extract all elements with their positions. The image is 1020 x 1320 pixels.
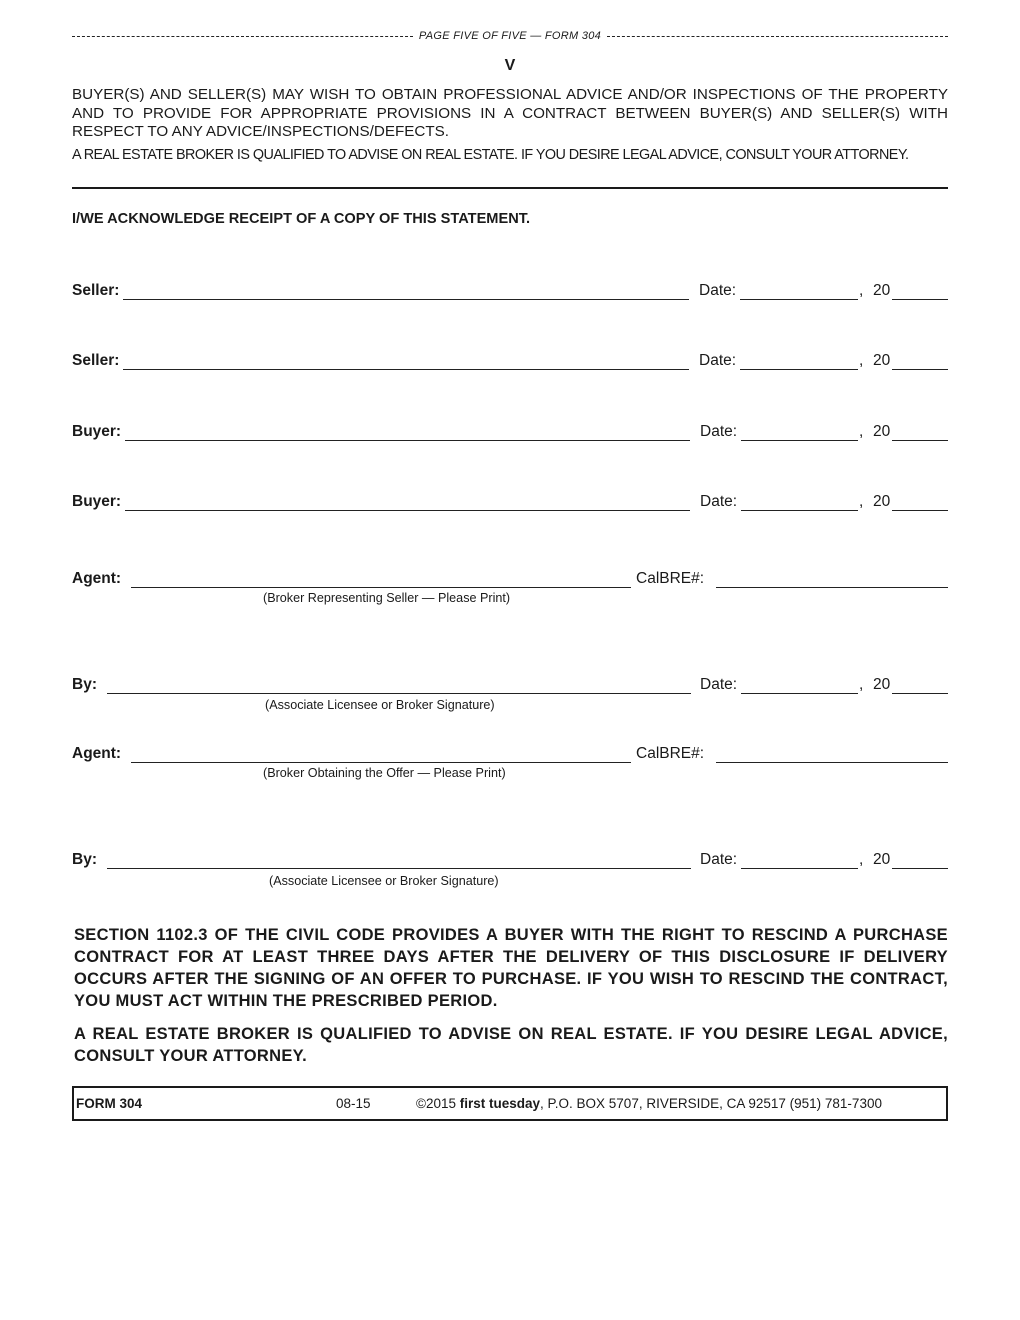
calbre-field[interactable] bbox=[716, 587, 948, 588]
footer-address: , P.O. BOX 5707, RIVERSIDE, CA 92517 (951) 781-7300 bbox=[540, 1096, 882, 1111]
calbre-label: CalBRE#: bbox=[636, 745, 705, 762]
year-field[interactable] bbox=[892, 868, 948, 869]
acknowledgement: I/WE ACKNOWLEDGE RECEIPT OF A COPY OF THIS STATEMENT. bbox=[72, 211, 531, 227]
agent-label: Agent: bbox=[72, 570, 122, 587]
running-title: PAGE FIVE OF FIVE — FORM 304 bbox=[418, 30, 602, 42]
date-field[interactable] bbox=[741, 868, 858, 869]
caption-associate-1: (Associate Licensee or Broker Signature) bbox=[265, 698, 495, 712]
year-prefix: 20 bbox=[873, 676, 891, 693]
year-field[interactable] bbox=[892, 299, 948, 300]
year-field[interactable] bbox=[892, 369, 948, 370]
seller-signature-field[interactable] bbox=[123, 369, 689, 370]
header-dash-right bbox=[607, 36, 948, 37]
buyer-signature-field[interactable] bbox=[125, 440, 690, 441]
broker-paragraph: A REAL ESTATE BROKER IS QUALIFIED TO ADVISE ON REAL ESTATE. IF YOU DESIRE LEGAL ADVICE, CONSULT YOUR ATTORNEY. bbox=[72, 147, 909, 163]
associate-signature-field[interactable] bbox=[107, 693, 691, 694]
year-field[interactable] bbox=[892, 510, 948, 511]
buyer-label: Buyer: bbox=[72, 493, 122, 510]
seller-label: Seller: bbox=[72, 352, 120, 369]
by-label: By: bbox=[72, 851, 97, 868]
seller-label: Seller: bbox=[72, 282, 120, 299]
buyer-row-2 bbox=[72, 491, 948, 513]
seller-signature-field[interactable] bbox=[123, 299, 689, 300]
year-field[interactable] bbox=[892, 440, 948, 441]
footer-company: first tuesday bbox=[459, 1096, 541, 1111]
year-field[interactable] bbox=[892, 693, 948, 694]
date-comma: , bbox=[859, 282, 864, 299]
date-field[interactable] bbox=[741, 510, 858, 511]
date-comma: , bbox=[859, 423, 864, 440]
date-comma: , bbox=[859, 352, 864, 369]
caption-associate-2: (Associate Licensee or Broker Signature) bbox=[269, 874, 499, 888]
agent-name-field[interactable] bbox=[131, 587, 631, 588]
year-prefix: 20 bbox=[873, 493, 891, 510]
footer-copyright-prefix: ©2015 bbox=[416, 1096, 460, 1111]
footer-form-number: FORM 304 bbox=[76, 1096, 143, 1111]
year-prefix: 20 bbox=[873, 423, 891, 440]
caption-broker-seller: (Broker Representing Seller — Please Print) bbox=[263, 591, 511, 605]
agent-label: Agent: bbox=[72, 745, 122, 762]
calbre-field[interactable] bbox=[716, 762, 948, 763]
seller-row-1 bbox=[72, 280, 948, 302]
rescind-notice: SECTION 1102.3 OF THE CIVIL CODE PROVIDES A BUYER WITH THE RIGHT TO RESCIND A PURCHASE CONTRACT FOR AT LEAST THREE DAYS AFTER THE DELIVERY OF THIS DISCLOSURE IF DELIVERY OCCURS AFTER THE SIGNING OF AN OFFER TO PURCHASE. IF YOU WISH TO RESCIND THE CONTRACT, YOU MUST ACT WITHIN THE PRESCRIBED PERIOD. bbox=[74, 926, 948, 1010]
by-label: By: bbox=[72, 676, 97, 693]
calbre-label: CalBRE#: bbox=[636, 570, 705, 587]
date-field[interactable] bbox=[740, 369, 858, 370]
date-field[interactable] bbox=[741, 693, 858, 694]
broker-notice: A REAL ESTATE BROKER IS QUALIFIED TO ADVISE ON REAL ESTATE. IF YOU DESIRE LEGAL ADVICE, CONSULT YOUR ATTORNEY. bbox=[74, 1025, 948, 1065]
seller-row-2 bbox=[72, 350, 948, 372]
running-header bbox=[72, 28, 948, 44]
form-footer bbox=[72, 1086, 948, 1121]
section-letter: V bbox=[504, 57, 516, 74]
date-comma: , bbox=[859, 851, 864, 868]
buyer-signature-field[interactable] bbox=[125, 510, 690, 511]
agent-row-offer bbox=[72, 743, 948, 765]
header-dash-left bbox=[72, 36, 413, 37]
year-prefix: 20 bbox=[873, 851, 891, 868]
year-prefix: 20 bbox=[873, 352, 891, 369]
buyer-row-1 bbox=[72, 421, 948, 443]
by-row-2 bbox=[72, 849, 948, 871]
footer-revision: 08-15 bbox=[336, 1096, 371, 1111]
agent-row-seller bbox=[72, 568, 948, 590]
date-field[interactable] bbox=[740, 299, 858, 300]
buyer-label: Buyer: bbox=[72, 423, 122, 440]
date-field[interactable] bbox=[741, 440, 858, 441]
section-divider bbox=[72, 187, 948, 189]
associate-signature-field[interactable] bbox=[107, 868, 691, 869]
date-label: Date: bbox=[700, 493, 738, 510]
date-comma: , bbox=[859, 493, 864, 510]
by-row-1 bbox=[72, 674, 948, 696]
date-label: Date: bbox=[700, 851, 738, 868]
agent-name-field[interactable] bbox=[131, 762, 631, 763]
footer-copyright bbox=[416, 1096, 882, 1111]
caption-broker-offer: (Broker Obtaining the Offer — Please Print) bbox=[263, 766, 506, 780]
date-label: Date: bbox=[700, 423, 738, 440]
date-label: Date: bbox=[699, 352, 737, 369]
date-label: Date: bbox=[700, 676, 738, 693]
advice-paragraph: BUYER(S) AND SELLER(S) MAY WISH TO OBTAIN PROFESSIONAL ADVICE AND/OR INSPECTIONS OF THE PROPERTY AND TO PROVIDE FOR APPROPRIATE PROVISIONS IN A CONTRACT BETWEEN BUYER(S) AND SELLER(S) WITH RESPECT TO ANY ADVICE/INSPECTIONS/DEFECTS. bbox=[72, 86, 948, 140]
date-comma: , bbox=[859, 676, 864, 693]
year-prefix: 20 bbox=[873, 282, 891, 299]
date-label: Date: bbox=[699, 282, 737, 299]
